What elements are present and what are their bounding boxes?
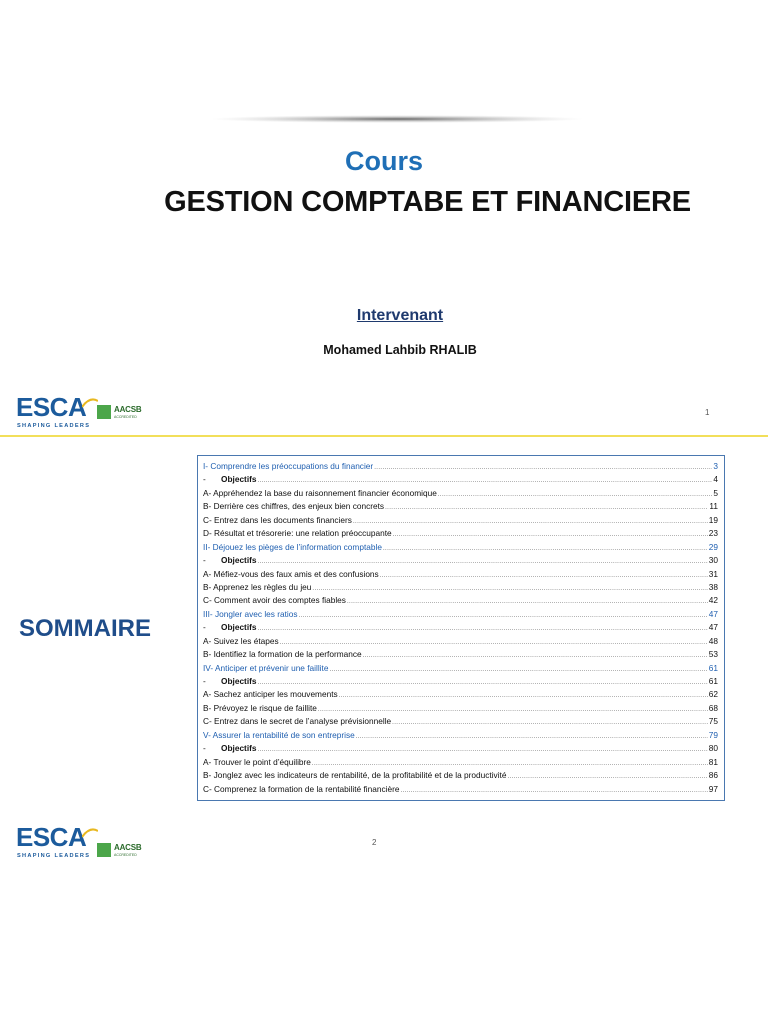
toc-label: A- Sachez anticiper les mouvements	[203, 689, 338, 700]
toc-leader-dots	[507, 771, 707, 784]
toc-row	[203, 702, 718, 715]
toc-leader-dots	[329, 664, 707, 677]
toc-label: - Objectifs	[203, 474, 257, 485]
toc-page-number: 4	[713, 474, 718, 485]
toc-page-number: 61	[708, 676, 718, 686]
toc-leader-dots	[353, 516, 708, 529]
author-name: Mohamed Lahbib RHALIB	[323, 343, 477, 357]
toc-page-number: 75	[708, 716, 718, 727]
aacsb-icon	[97, 405, 111, 419]
toc-row	[203, 608, 718, 621]
toc-page-number: 11	[709, 501, 718, 512]
toc-page-number: 5	[713, 487, 718, 498]
toc-label: B- Prévoyez le risque de faillite	[203, 702, 317, 713]
toc-row	[203, 473, 718, 486]
toc-label: III- Jongler avec les ratios	[203, 608, 298, 619]
slide-divider	[0, 435, 768, 437]
aacsb-text: AACSB	[114, 843, 142, 852]
intervenant-label: Intervenant	[356, 307, 444, 324]
aacsb-text: AACSB	[114, 405, 142, 414]
toc-label: C- Comment avoir des comptes fiables	[203, 595, 346, 606]
toc-label: - Objectifs	[203, 676, 257, 686]
course-label: Cours	[344, 146, 423, 176]
toc-row	[203, 554, 718, 567]
logo-wordmark: ESCA	[16, 822, 87, 852]
toc-row	[203, 635, 718, 648]
logo-swoosh-icon	[82, 828, 98, 838]
toc-leader-dots	[385, 502, 708, 515]
course-title: GESTION COMPTABE ET FINANCIERE	[164, 186, 691, 218]
toc-page-number: 61	[708, 662, 718, 673]
toc-leader-dots	[374, 462, 712, 475]
toc-label: V- Assurer la rentabilité de son entreprise	[203, 729, 355, 740]
logo-wordmark: ESCA	[16, 392, 87, 422]
toc-page-number: 3	[713, 461, 718, 471]
toc-page-number: 23	[708, 528, 718, 539]
toc-label: B- Identifiez la formation de la performance	[203, 649, 362, 660]
toc-label: - Objectifs	[203, 743, 257, 754]
toc-page-number: 79	[708, 729, 718, 740]
toc-label: A- Méfiez-vous des faux amis et des confusions	[203, 568, 379, 579]
toc-leader-dots	[363, 650, 708, 663]
esca-logo	[16, 393, 146, 433]
toc-leader-dots	[347, 596, 708, 609]
toc-label: D- Résultat et trésorerie: une relation préoccupante	[203, 528, 392, 539]
toc-page-number: 68	[708, 702, 718, 713]
toc-leader-dots	[356, 731, 708, 744]
toc-page-number: 80	[708, 743, 718, 754]
toc-row	[203, 527, 718, 540]
toc-leader-dots	[258, 623, 708, 636]
toc-label: B- Derrière ces chiffres, des enjeux bien concrets	[203, 501, 385, 512]
toc-page-number: 30	[708, 555, 718, 566]
logo-swoosh-icon	[82, 398, 98, 408]
toc-label: A- Trouver le point d’équilibre	[203, 756, 311, 767]
aacsb-icon	[97, 843, 111, 857]
toc-row	[203, 715, 718, 728]
toc-row	[203, 688, 718, 701]
toc-row	[203, 769, 718, 782]
esca-logo-footer	[16, 823, 146, 863]
page-number-2: 2	[372, 838, 377, 847]
toc-row	[203, 756, 718, 769]
page-number: 1	[705, 408, 710, 417]
toc-page-number: 19	[708, 514, 718, 525]
toc-leader-dots	[383, 543, 708, 556]
toc-page-number: 47	[708, 608, 718, 619]
toc-label: B- Apprenez les règles du jeu	[203, 581, 312, 592]
toc-page-number: 62	[708, 689, 718, 700]
logo-tagline: SHAPING LEADERS	[17, 423, 91, 429]
toc-leader-dots	[393, 529, 708, 542]
toc-leader-dots	[258, 744, 708, 757]
toc-leader-dots	[339, 690, 708, 703]
toc-page-number: 81	[708, 756, 718, 767]
sommaire-heading: SOMMAIRE	[19, 615, 151, 642]
logo-tagline: SHAPING LEADERS	[17, 853, 91, 859]
toc-leader-dots	[380, 570, 708, 583]
toc-leader-dots	[438, 489, 713, 502]
aacsb-subtext: ACCREDITED	[114, 853, 137, 857]
toc-row	[203, 514, 718, 527]
toc-page-number: 97	[708, 783, 718, 794]
table-of-contents	[197, 455, 725, 801]
toc-leader-dots	[312, 583, 707, 596]
toc-label: B- Jonglez avec les indicateurs de rentabilité, de la profitabilité et de la productivité	[203, 770, 507, 781]
toc-row	[203, 783, 718, 796]
toc-page-number: 31	[708, 568, 718, 579]
toc-label: A- Appréhendez la base du raisonnement financier économique	[203, 487, 437, 498]
toc-label: I- Comprendre les préoccupations du financier	[203, 461, 374, 471]
aacsb-subtext: ACCREDITED	[114, 415, 137, 419]
toc-page-number: 86	[708, 770, 718, 781]
toc-row	[203, 621, 718, 634]
decorative-swoosh	[210, 112, 585, 126]
toc-row	[203, 568, 718, 581]
toc-row	[203, 742, 718, 755]
toc-row	[203, 500, 718, 513]
toc-row	[203, 594, 718, 607]
toc-row	[203, 487, 718, 500]
toc-row	[203, 662, 718, 675]
toc-label: C- Comprenez la formation de la rentabilité financière	[203, 783, 400, 794]
toc-label: IV- Anticiper et prévenir une faillite	[203, 662, 329, 673]
toc-leader-dots	[299, 610, 708, 623]
toc-page-number: 38	[708, 581, 718, 592]
toc-label: C- Entrez dans le secret de l’analyse prévisionnelle	[203, 716, 392, 727]
toc-page-number: 47	[708, 622, 718, 633]
toc-row	[203, 460, 718, 473]
toc-page-number: 53	[708, 649, 718, 660]
toc-row	[203, 541, 718, 554]
toc-leader-dots	[392, 717, 708, 730]
toc-label: C- Entrez dans les documents financiers	[203, 514, 352, 525]
toc-leader-dots	[400, 785, 707, 798]
toc-page-number: 42	[708, 595, 718, 606]
toc-row	[203, 648, 718, 661]
toc-row	[203, 581, 718, 594]
toc-page-number: 29	[708, 541, 718, 552]
toc-label: - Objectifs	[203, 622, 257, 633]
toc-page-number: 48	[708, 635, 718, 646]
toc-label: - Objectifs	[203, 555, 257, 566]
toc-label: A- Suivez les étapes	[203, 635, 279, 646]
toc-row	[203, 729, 718, 742]
toc-row	[203, 675, 718, 688]
toc-label: II- Déjouez les pièges de l’information comptable	[203, 541, 382, 552]
